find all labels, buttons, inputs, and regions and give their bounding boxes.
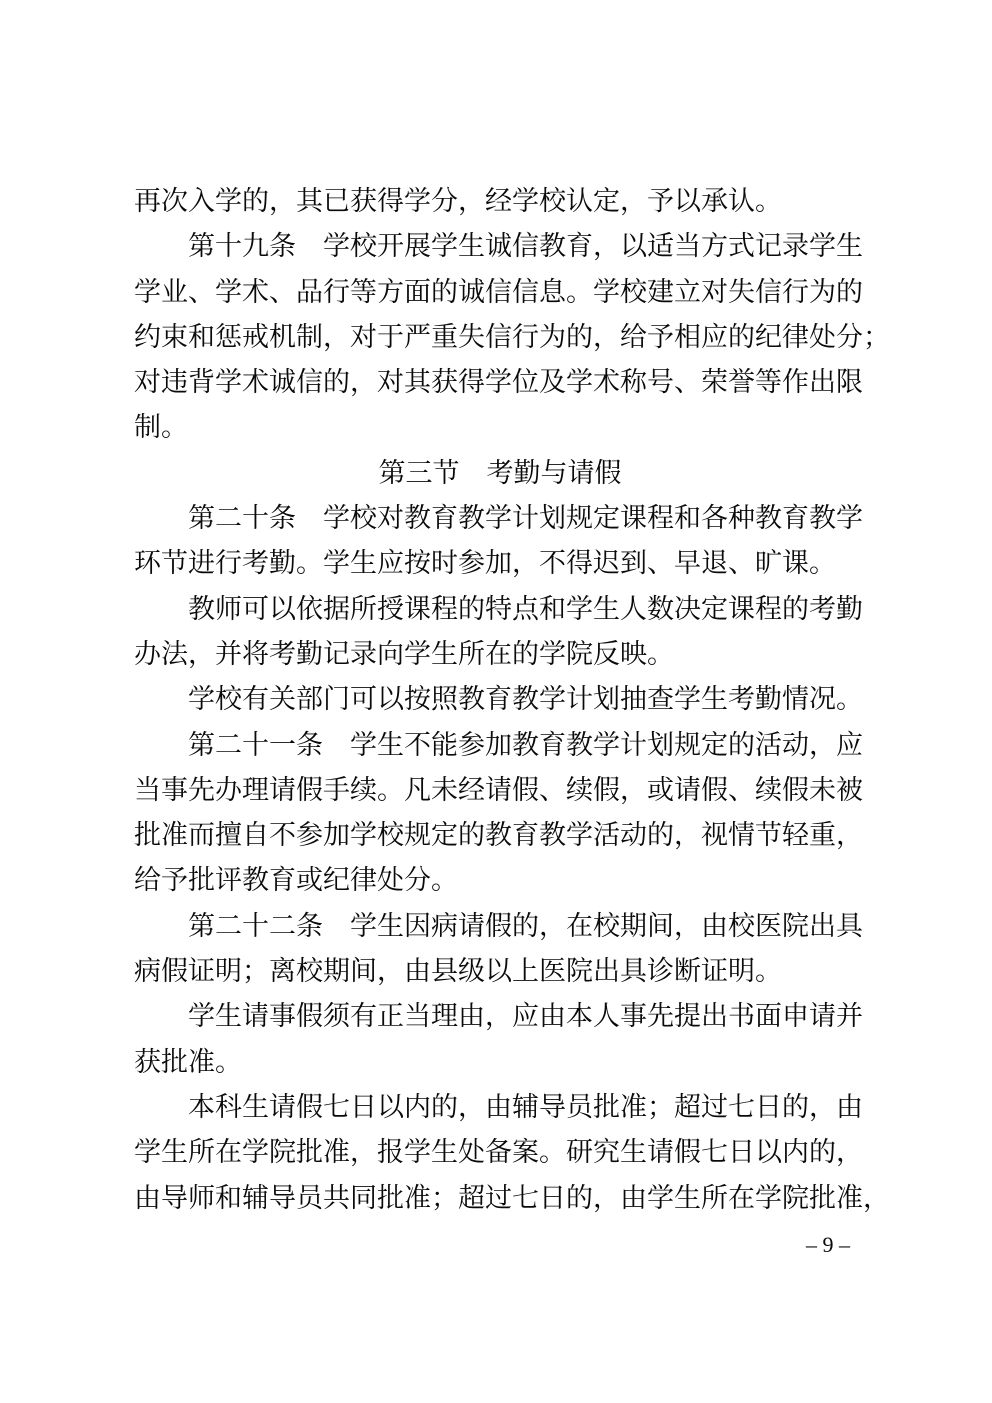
text-line: 制。 (134, 412, 188, 443)
text-line: 本科生请假七日以内的，由辅导员批准；超过七日的，由 (188, 1091, 863, 1122)
text-line: 学生所在学院批准，报学生处备案。研究生请假七日以内的， (134, 1137, 863, 1168)
text-line: 环节进行考勤。学生应按时参加，不得迟到、早退、旷课。 (134, 548, 836, 579)
text-line: 再次入学的，其已获得学分，经学校认定，予以承认。 (134, 186, 782, 216)
text-line: 批准而擅自不参加学校规定的教育教学活动的，视情节轻重， (134, 820, 863, 851)
text-line: 第二十二条 学生因病请假的，在校期间，由校医院出具 (188, 910, 863, 941)
text-line: 教师可以依据所授课程的特点和学生人数决定课程的考勤 (188, 593, 863, 624)
text-line: 约束和惩戒机制，对于严重失信行为的，给予相应的纪律处分； (134, 321, 890, 352)
text-line: 获批准。 (134, 1046, 242, 1077)
text-line: 第十九条 学校开展学生诚信教育，以适当方式记录学生 (188, 231, 863, 262)
text-line: 办法，并将考勤记录向学生所在的学院反映。 (134, 638, 674, 669)
text-line: 对违背学术诚信的，对其获得学位及学术称号、荣誉等作出限 (134, 367, 863, 398)
text-line: 由导师和辅导员共同批准；超过七日的，由学生所在学院批准， (134, 1182, 890, 1213)
text-line: 第二十一条 学生不能参加教育教学计划规定的活动，应 (188, 729, 863, 760)
text-line: 病假证明；离校期间，由县级以上医院出具诊断证明。 (134, 956, 782, 987)
text-line: 学校有关部门可以按照教育教学计划抽查学生考勤情况。 (188, 684, 863, 715)
text-line: 当事先办理请假手续。凡未经请假、续假，或请假、续假未被 (134, 774, 863, 805)
text-line: 学业、学术、品行等方面的诚信信息。学校建立对失信行为的 (134, 276, 863, 307)
text-line: 学生请事假须有正当理由，应由本人事先提出书面申请并 (188, 1001, 863, 1032)
text-line: 给予批评教育或纪律处分。 (134, 865, 458, 896)
document-body (134, 179, 890, 1221)
text-line: 第二十条 学校对教育教学计划规定课程和各种教育教学 (188, 503, 863, 534)
page-number: – 9 – (806, 1232, 850, 1257)
section-heading: 第三节 考勤与请假 (378, 457, 622, 488)
